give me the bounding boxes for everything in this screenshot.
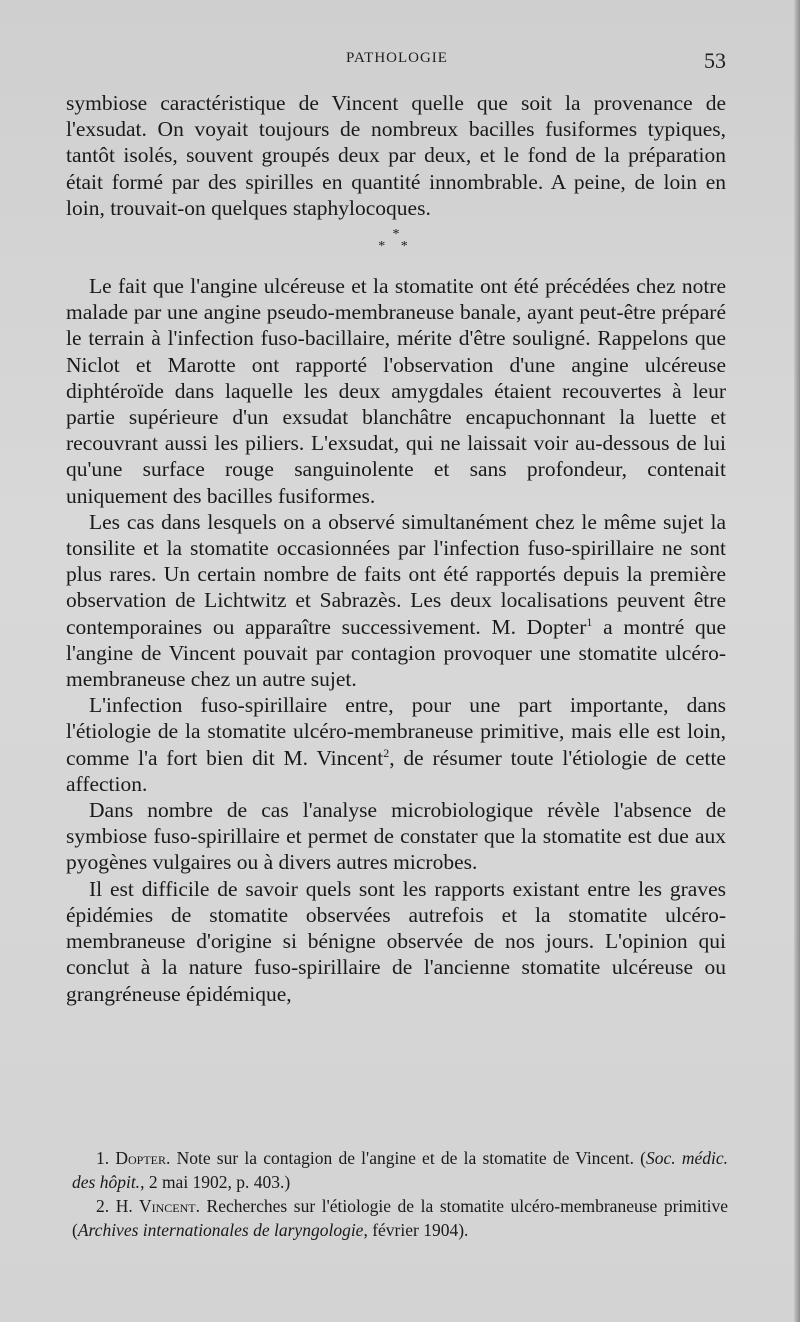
footnote-ref: 2: [383, 745, 390, 760]
footnote-number: 2.: [96, 1196, 110, 1216]
footnote-source: Soc. médic. des hôpit.: [72, 1148, 729, 1192]
body-text: [66, 90, 726, 1007]
footnote-text: . Note sur la contagion de l'angine et de la stomatite de Vincent. (: [166, 1148, 646, 1168]
footnotes: [72, 1146, 728, 1242]
footnote-tail: , février 1904).: [363, 1220, 469, 1240]
page-header: [68, 48, 726, 76]
page-number: 53: [704, 48, 726, 73]
paragraph: [66, 692, 726, 797]
paragraph: Le fait que l'angine ulcéreuse et la stomatite ont été précédées chez notre malade par une angine pseudo-membraneuse banale, ayant peut-être préparé le terrain à l'infection fuso-bacillaire, mérite d'être souligné. Rappelons que Niclot et Marotte ont rapporté l'observation d'une angine ulcéreuse diphtéroïde dans laquelle les deux amygdales étaient recouvertes à leur partie supérieure d'un exsudat blanchâtre encapuchonnant la luette et recouvrant aussi les piliers. L'exsudat, qui ne laissait voir au-dessous de lui qu'une surface rouge sanguinolente et sans profondeur, contenait uniquement des bacilles fusiformes.: [66, 274, 726, 508]
separator-asterisk: *: [392, 227, 400, 243]
paragraph-text: Les cas dans lesquels on a observé simultanément chez le même sujet la tonsilite et la stomatite occasionnées par l'infection fuso-spirillaire ne sont plus rares. Un certain nombre de faits ont été rapportés depuis la première observation de Lichtwitz et Sabrazès. Les deux localisations peuvent être contemporaines ou apparaître successivement. M. Dopter: [66, 509, 726, 639]
paragraph: Dans nombre de cas l'analyse microbiologique révèle l'absence de symbiose fuso-spirillaire et permet de constater que la stomatite est due aux pyogènes vulgaires ou à divers autres microbes.: [66, 798, 726, 875]
footnote: [72, 1194, 728, 1242]
paragraph: [66, 509, 726, 692]
footnote-author: H. Vincent: [115, 1196, 196, 1216]
footnote-tail: , 2 mai 1902, p. 403.): [140, 1172, 291, 1192]
running-title: PATHOLOGIE: [346, 50, 448, 66]
footnote: [72, 1146, 728, 1194]
footnote-author: Dopter: [115, 1148, 166, 1168]
separator-asterisks: * *: [378, 239, 414, 255]
paragraph: symbiose caractéristique de Vincent quelle que soit la provenance de l'exsudat. On voyait toujours de nombreux bacilles fusiformes typiques, tantôt isolés, souvent groupés deux par deux, et le fond de la préparation était formé par des spirilles en quantité innombrable. A peine, de loin en loin, trouvait-on quelques staphylocoques.: [66, 91, 726, 220]
section-separator: [66, 229, 726, 253]
footnote-ref: 1: [586, 614, 593, 629]
paragraph-text: L'infection fuso-spirillaire entre, pour une part importante, dans l'étiologie de la stomatite ulcéro-membraneuse primitive, mais elle est loin, comme l'a fort bien dit M. Vincent: [66, 693, 726, 770]
footnote-source: Archives internationales de laryngologie: [77, 1220, 364, 1240]
paragraph-text: a montré que l'angine de Vincent pouvait par contagion provoquer une stomatite ulcéro-membraneuse chez un autre sujet.: [66, 614, 726, 692]
page-edge-shadow: [794, 0, 800, 1322]
footnote-text: . Recherches sur l'étiologie de la stomatite ulcéro-membraneuse primitive (: [72, 1196, 729, 1240]
paragraph-text: , de résumer toute l'étiologie de cette affection.: [66, 745, 726, 796]
footnote-number: 1.: [96, 1148, 110, 1168]
paragraph: Il est difficile de savoir quels sont les rapports existant entre les graves épidémies de stomatite observées autrefois et la stomatite ulcéro-membraneuse d'origine si bénigne observée de nos jours. L'opinion qui conclut à la nature fuso-spirillaire de l'ancienne stomatite ulcéreuse ou grangréneuse épidémique,: [66, 876, 726, 1006]
